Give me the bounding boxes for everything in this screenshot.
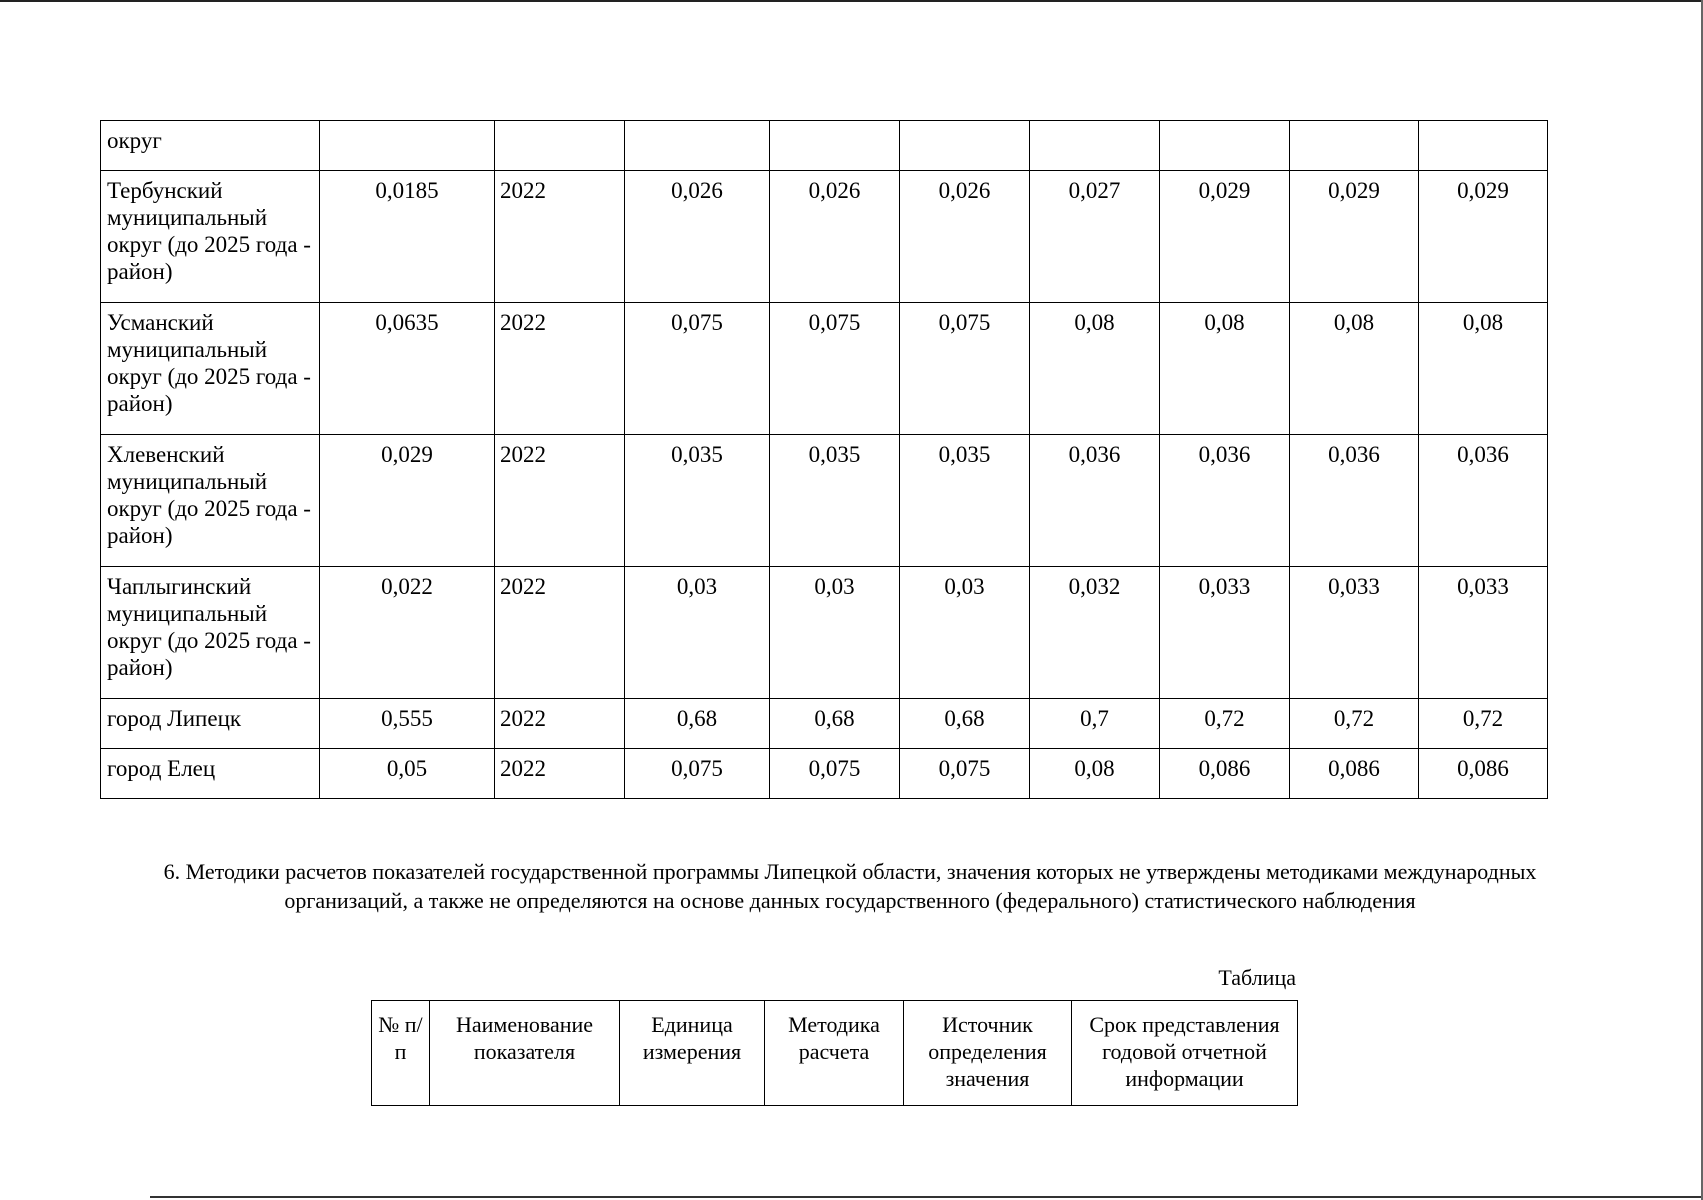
base-value-cell: 0,029	[320, 435, 495, 567]
value-cell: 0,7	[1030, 699, 1160, 749]
column-header-source: Источник определения значения	[904, 1001, 1072, 1106]
value-cell: 0,075	[625, 749, 770, 799]
base-value-cell	[320, 121, 495, 171]
value-cell	[900, 121, 1030, 171]
value-cell: 0,72	[1419, 699, 1548, 749]
row-name-cell: Хлевенский муниципальный округ (до 2025 года - район)	[101, 435, 320, 567]
value-cell	[625, 121, 770, 171]
table-row	[101, 171, 1548, 303]
indicator-values-table	[100, 120, 1548, 799]
value-cell: 0,036	[1160, 435, 1290, 567]
value-cell: 0,026	[625, 171, 770, 303]
value-cell: 0,033	[1419, 567, 1548, 699]
table-row	[101, 567, 1548, 699]
base-year-cell: 2022	[495, 171, 625, 303]
value-cell: 0,086	[1160, 749, 1290, 799]
row-name-cell: город Липецк	[101, 699, 320, 749]
table-row	[101, 303, 1548, 435]
column-header-unit: Единица измерения	[620, 1001, 765, 1106]
value-cell: 0,03	[770, 567, 900, 699]
value-cell: 0,027	[1030, 171, 1160, 303]
value-cell	[1419, 121, 1548, 171]
value-cell: 0,075	[900, 749, 1030, 799]
value-cell: 0,036	[1419, 435, 1548, 567]
table-caption: Таблица	[1218, 965, 1296, 990]
base-year-cell: 2022	[495, 435, 625, 567]
value-cell: 0,68	[900, 699, 1030, 749]
base-year-cell: 2022	[495, 749, 625, 799]
value-cell: 0,035	[625, 435, 770, 567]
value-cell: 0,72	[1160, 699, 1290, 749]
base-value-cell: 0,022	[320, 567, 495, 699]
value-cell: 0,033	[1290, 567, 1419, 699]
column-header-deadline: Срок представления годовой отчетной информации	[1072, 1001, 1298, 1106]
row-name-cell: Чаплыгинский муниципальный округ (до 2025 года - район)	[101, 567, 320, 699]
row-name-cell: Тербунский муниципальный округ (до 2025 года - район)	[101, 171, 320, 303]
value-cell: 0,035	[770, 435, 900, 567]
scan-edge-top	[0, 0, 1703, 2]
column-header-number: № п/п	[372, 1001, 430, 1106]
table-row	[101, 699, 1548, 749]
value-cell: 0,035	[900, 435, 1030, 567]
value-cell: 0,026	[900, 171, 1030, 303]
value-cell: 0,086	[1290, 749, 1419, 799]
base-value-cell: 0,05	[320, 749, 495, 799]
column-header-method: Методика расчета	[765, 1001, 904, 1106]
column-header-indicator-name: Наименование показателя	[430, 1001, 620, 1106]
value-cell: 0,08	[1419, 303, 1548, 435]
row-name-cell: город Елец	[101, 749, 320, 799]
value-cell: 0,08	[1030, 303, 1160, 435]
base-year-cell: 2022	[495, 303, 625, 435]
value-cell: 0,036	[1030, 435, 1160, 567]
value-cell: 0,03	[900, 567, 1030, 699]
value-cell: 0,033	[1160, 567, 1290, 699]
value-cell: 0,075	[770, 749, 900, 799]
value-cell	[1290, 121, 1419, 171]
base-value-cell: 0,555	[320, 699, 495, 749]
value-cell: 0,68	[625, 699, 770, 749]
base-year-cell	[495, 121, 625, 171]
value-cell: 0,08	[1290, 303, 1419, 435]
row-name-cell: округ	[101, 121, 320, 171]
value-cell: 0,086	[1419, 749, 1548, 799]
value-cell: 0,68	[770, 699, 900, 749]
table-row	[101, 749, 1548, 799]
value-cell	[770, 121, 900, 171]
row-name-cell: Усманский муниципальный округ (до 2025 года - район)	[101, 303, 320, 435]
value-cell: 0,72	[1290, 699, 1419, 749]
base-year-cell: 2022	[495, 567, 625, 699]
base-value-cell: 0,0185	[320, 171, 495, 303]
value-cell: 0,029	[1160, 171, 1290, 303]
value-cell: 0,03	[625, 567, 770, 699]
section-heading: 6. Методики расчетов показателей государственной программы Липецкой области, значения которых не утверждены методиками международных организаций, а также не определяются на основе данных государственного (федерального) статистического наблюдения	[163, 859, 1537, 913]
base-year-cell: 2022	[495, 699, 625, 749]
value-cell: 0,08	[1030, 749, 1160, 799]
value-cell: 0,029	[1290, 171, 1419, 303]
base-value-cell: 0,0635	[320, 303, 495, 435]
value-cell: 0,036	[1290, 435, 1419, 567]
value-cell: 0,075	[770, 303, 900, 435]
scan-edge-bottom	[150, 1196, 1703, 1198]
value-cell: 0,029	[1419, 171, 1548, 303]
methodology-table	[371, 1000, 1298, 1106]
value-cell: 0,075	[625, 303, 770, 435]
value-cell: 0,075	[900, 303, 1030, 435]
value-cell	[1160, 121, 1290, 171]
table-row	[101, 121, 1548, 171]
value-cell: 0,032	[1030, 567, 1160, 699]
value-cell	[1030, 121, 1160, 171]
value-cell: 0,08	[1160, 303, 1290, 435]
value-cell: 0,026	[770, 171, 900, 303]
table-header-row	[372, 1001, 1298, 1106]
table-row	[101, 435, 1548, 567]
